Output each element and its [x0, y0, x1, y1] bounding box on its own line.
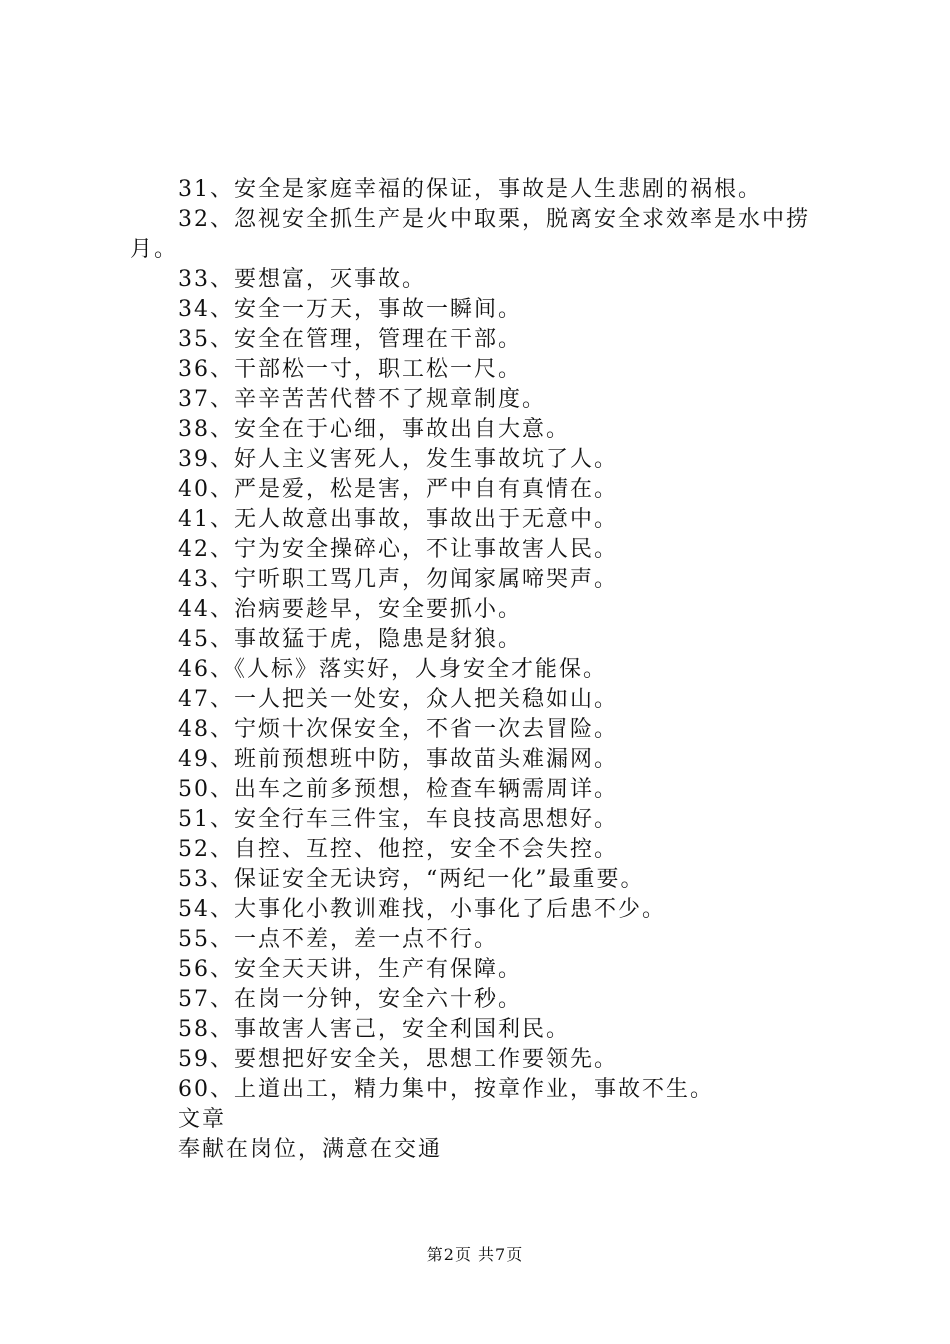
list-item: 54、大事化小教训难找，小事化了后患不少。: [178, 897, 666, 922]
list-item: 48、宁烦十次保安全，不省一次去冒险。: [178, 717, 618, 742]
section-label: 文章: [178, 1107, 227, 1132]
list-item: 55、一点不差，差一点不行。: [178, 927, 498, 952]
list-item: 34、安全一万天，事故一瞬间。: [178, 297, 522, 322]
slogan-list: [130, 175, 840, 1165]
list-item: 33、要想富，灭事故。: [178, 267, 426, 292]
list-item: 57、在岗一分钟，安全六十秒。: [178, 987, 522, 1012]
list-item: 43、宁听职工骂几声，勿闻家属啼哭声。: [178, 567, 618, 592]
list-item: 56、安全天天讲，生产有保障。: [178, 957, 522, 982]
list-item: 58、事故害人害己，安全利国利民。: [178, 1017, 570, 1042]
list-item: 53、保证安全无诀窍，“两纪一化”最重要。: [178, 867, 645, 892]
list-item: 47、一人把关一处安，众人把关稳如山。: [178, 687, 618, 712]
list-item: 45、事故猛于虎，隐患是豺狼。: [178, 627, 522, 652]
section-title: 奉献在岗位，满意在交通: [178, 1137, 443, 1162]
list-item: 50、出车之前多预想，检查车辆需周详。: [178, 777, 618, 802]
list-item: 37、辛辛苦苦代替不了规章制度。: [178, 387, 546, 412]
list-item: 46、《人标》落实好，人身安全才能保。: [178, 657, 607, 682]
list-item: 44、治病要趁早，安全要抓小。: [178, 597, 522, 622]
list-item: 52、自控、互控、他控，安全不会失控。: [178, 837, 618, 862]
list-item: 39、好人主义害死人，发生事故坑了人。: [178, 447, 618, 472]
list-item: 51、安全行车三件宝，车良技高思想好。: [178, 807, 618, 832]
list-item: 31、安全是家庭幸福的保证，事故是人生悲剧的祸根。: [178, 177, 762, 202]
list-item: 60、上道出工，精力集中，按章作业，事故不生。: [178, 1077, 714, 1102]
list-item: 32、忽视安全抓生产是火中取栗，脱离安全求效率是水中捞月。: [130, 207, 810, 262]
list-item: 36、干部松一寸，职工松一尺。: [178, 357, 522, 382]
list-item: 42、宁为安全操碎心，不让事故害人民。: [178, 537, 618, 562]
page-footer: 第2页 共7页: [426, 1245, 524, 1264]
list-item: 41、无人故意出事故，事故出于无意中。: [178, 507, 618, 532]
list-item: 35、安全在管理，管理在干部。: [178, 327, 522, 352]
list-item: 38、安全在于心细，事故出自大意。: [178, 417, 570, 442]
list-item: 59、要想把好安全关，思想工作要领先。: [178, 1047, 618, 1072]
list-item: 49、班前预想班中防，事故苗头难漏网。: [178, 747, 618, 772]
list-item: 40、严是爱，松是害，严中自有真情在。: [178, 477, 618, 502]
